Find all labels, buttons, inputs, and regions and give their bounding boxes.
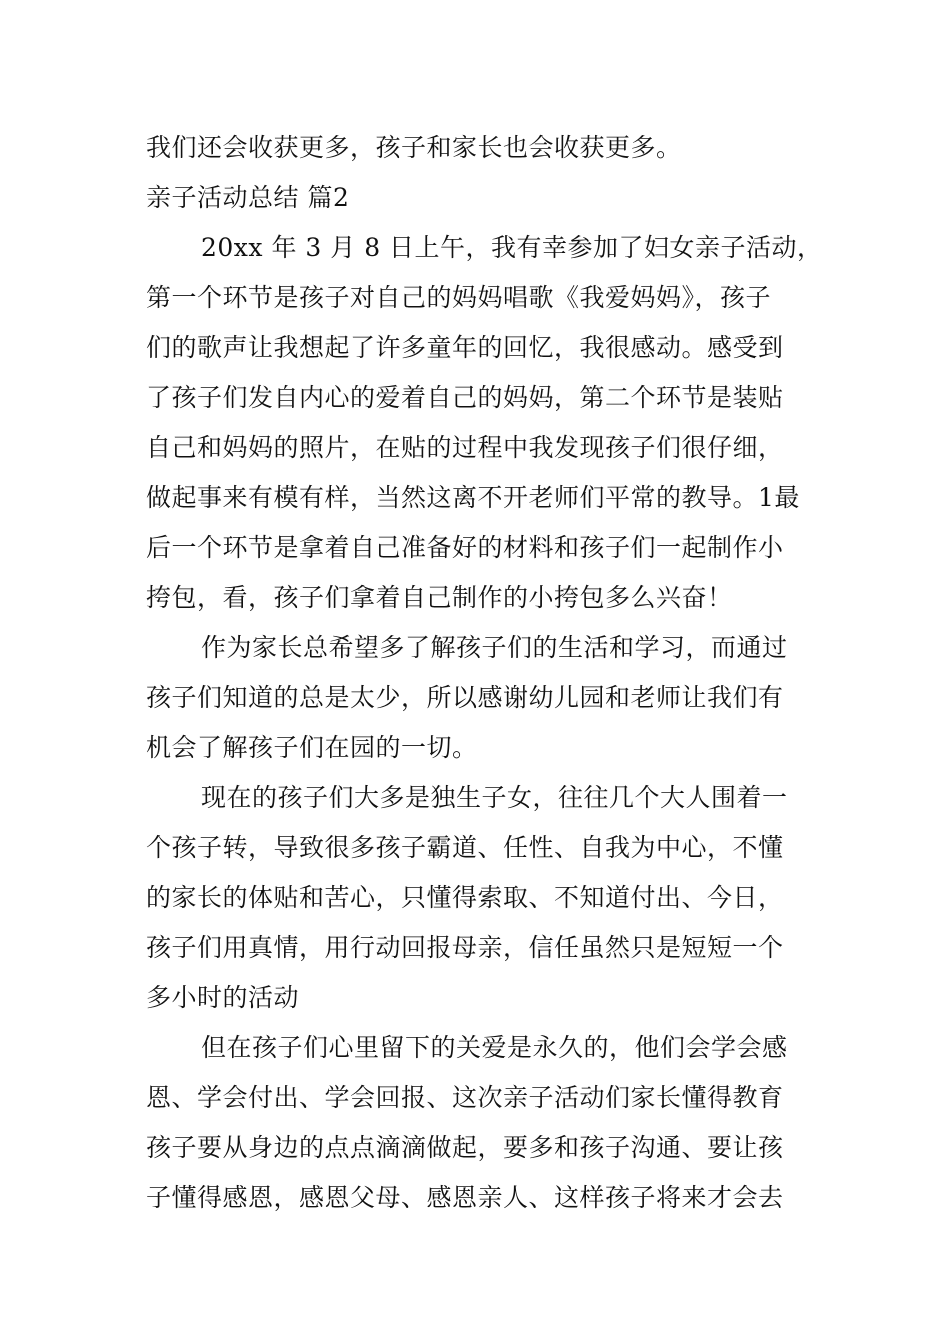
section-heading: 亲子活动总结 篇2 bbox=[146, 183, 350, 212]
text-line: 了孩子们发自内心的爱着自己的妈妈，第二个环节是装贴 bbox=[146, 383, 784, 412]
text-line: 做起事来有模有样，当然这离不开老师们平常的教导。1最 bbox=[146, 483, 800, 512]
text-line: 个孩子转，导致很多孩子霸道、任性、自我为中心，不懂 bbox=[146, 833, 784, 862]
text-line: 的家长的体贴和苦心，只懂得索取、不知道付出、今日， bbox=[146, 883, 784, 912]
text-line: 自己和妈妈的照片，在贴的过程中我发现孩子们很仔细， bbox=[146, 433, 784, 462]
paragraph-first-line: 现在的孩子们大多是独生子女，往往几个大人围着一 bbox=[201, 783, 788, 812]
text-line: 们的歌声让我想起了许多童年的回忆，我很感动。感受到 bbox=[146, 333, 784, 362]
paragraph-first-line: 20xx 年 3 月 8 日上午，我有幸参加了妇女亲子活动， bbox=[201, 233, 823, 262]
paragraph-first-line: 但在孩子们心里留下的关爱是永久的，他们会学会感 bbox=[201, 1033, 788, 1062]
text-line: 后一个环节是拿着自己准备好的材料和孩子们一起制作小 bbox=[146, 533, 784, 562]
text-line: 恩、学会付出、学会回报、这次亲子活动们家长懂得教育 bbox=[146, 1083, 784, 1112]
text-line: 孩子们用真情，用行动回报母亲，信任虽然只是短短一个 bbox=[146, 933, 784, 962]
text-line: 孩子们知道的总是太少，所以感谢幼儿园和老师让我们有 bbox=[146, 683, 784, 712]
text-line: 第一个环节是孩子对自己的妈妈唱歌《我爱妈妈》，孩子 bbox=[146, 283, 772, 312]
text-line: 孩子要从身边的点点滴滴做起，要多和孩子沟通、要让孩 bbox=[146, 1133, 784, 1162]
document-body bbox=[146, 123, 823, 1223]
text-line: 机会了解孩子们在园的一切。 bbox=[146, 733, 478, 762]
text-line: 我们还会收获更多，孩子和家长也会收获更多。 bbox=[146, 133, 682, 162]
paragraph-first-line: 作为家长总希望多了解孩子们的生活和学习，而通过 bbox=[201, 633, 788, 662]
text-line: 多小时的活动 bbox=[146, 983, 300, 1012]
text-line: 挎包，看，孩子们拿着自己制作的小挎包多么兴奋！ bbox=[146, 583, 733, 612]
text-line: 子懂得感恩，感恩父母、感恩亲人、这样孩子将来才会去 bbox=[146, 1183, 784, 1212]
